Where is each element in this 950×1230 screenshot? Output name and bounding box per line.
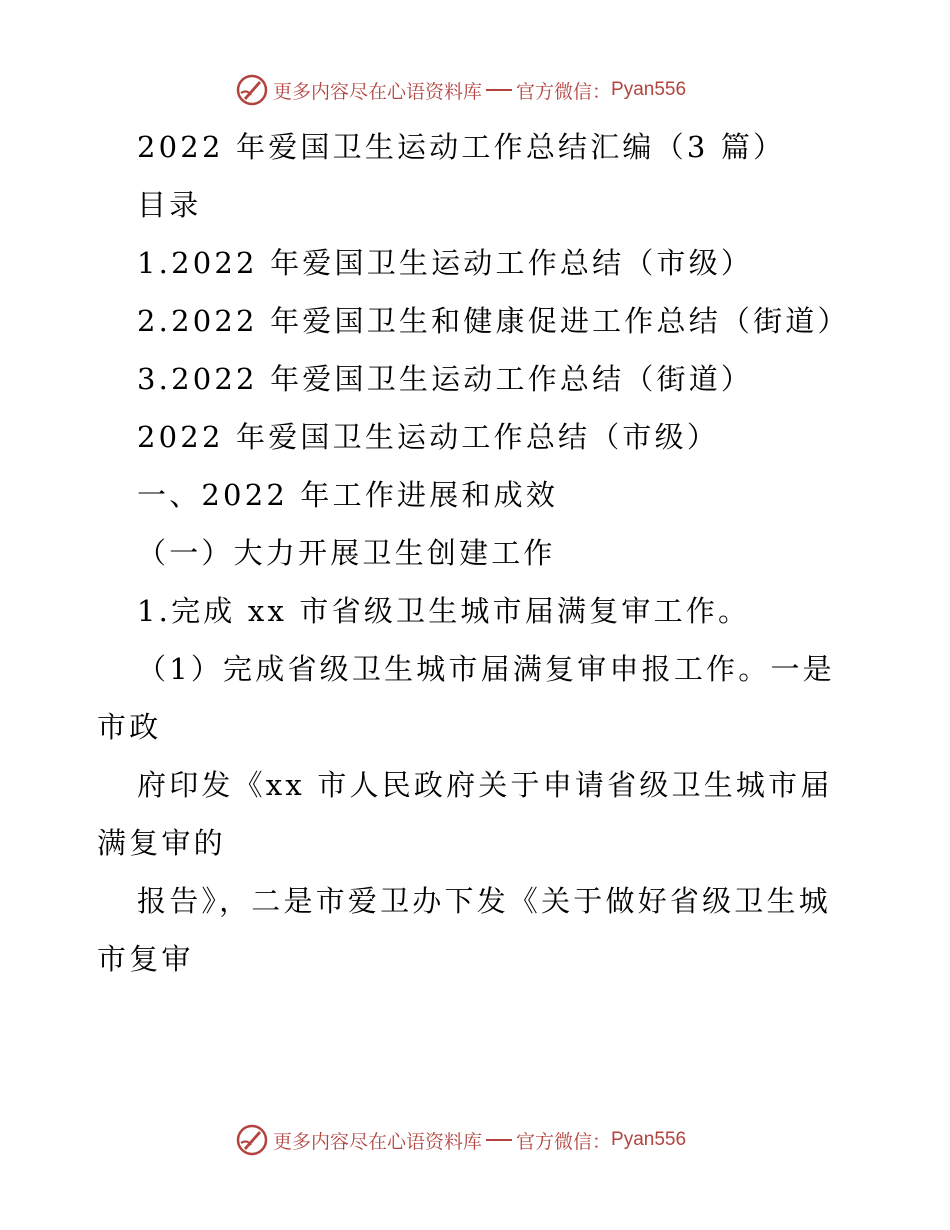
quill-pen-logo-icon <box>235 1123 269 1157</box>
toc-heading: 目录 <box>137 188 202 222</box>
watermark-suffix: 官方微信： <box>516 1130 612 1153</box>
quill-pen-logo-icon <box>235 73 269 107</box>
toc-item-1: 1.2022 年爱国卫生运动工作总结（市级） <box>137 246 754 280</box>
paragraph-2: 府印发《xx 市人民政府关于申请省级卫生城市届满复审的 <box>97 768 833 860</box>
toc-item-3: 3.2022 年爱国卫生运动工作总结（街道） <box>137 362 754 396</box>
watermark-suffix: 官方微信： <box>516 80 612 103</box>
watermark-text: 更多内容尽在心语资料库 <box>273 1130 483 1153</box>
header-watermark <box>235 72 755 108</box>
watermark-dash <box>486 1139 512 1141</box>
watermark-id: Pyan556 <box>611 79 687 100</box>
watermark-dash <box>486 89 512 91</box>
document-title: 2022 年爱国卫生运动工作总结汇编（3 篇） <box>137 130 786 164</box>
paragraph-1: （1）完成省级卫生城市届满复审申报工作。一是市政 <box>97 652 835 744</box>
document-body <box>97 118 857 988</box>
heading-level-1: 一、2022 年工作进展和成效 <box>137 478 559 512</box>
toc-item-2: 2.2022 年爱国卫生和健康促进工作总结（街道） <box>137 304 850 338</box>
watermark-id: Pyan556 <box>611 1129 687 1150</box>
watermark-text: 更多内容尽在心语资料库 <box>273 80 483 103</box>
section-title: 2022 年爱国卫生运动工作总结（市级） <box>137 420 720 454</box>
heading-level-2: （一）大力开展卫生创建工作 <box>137 536 556 570</box>
footer-watermark <box>235 1122 755 1158</box>
paragraph-3: 报告》，二是市爱卫办下发《关于做好省级卫生城市复审 <box>97 884 831 976</box>
item-1: 1.完成 xx 市省级卫生城市届满复审工作。 <box>137 594 751 628</box>
